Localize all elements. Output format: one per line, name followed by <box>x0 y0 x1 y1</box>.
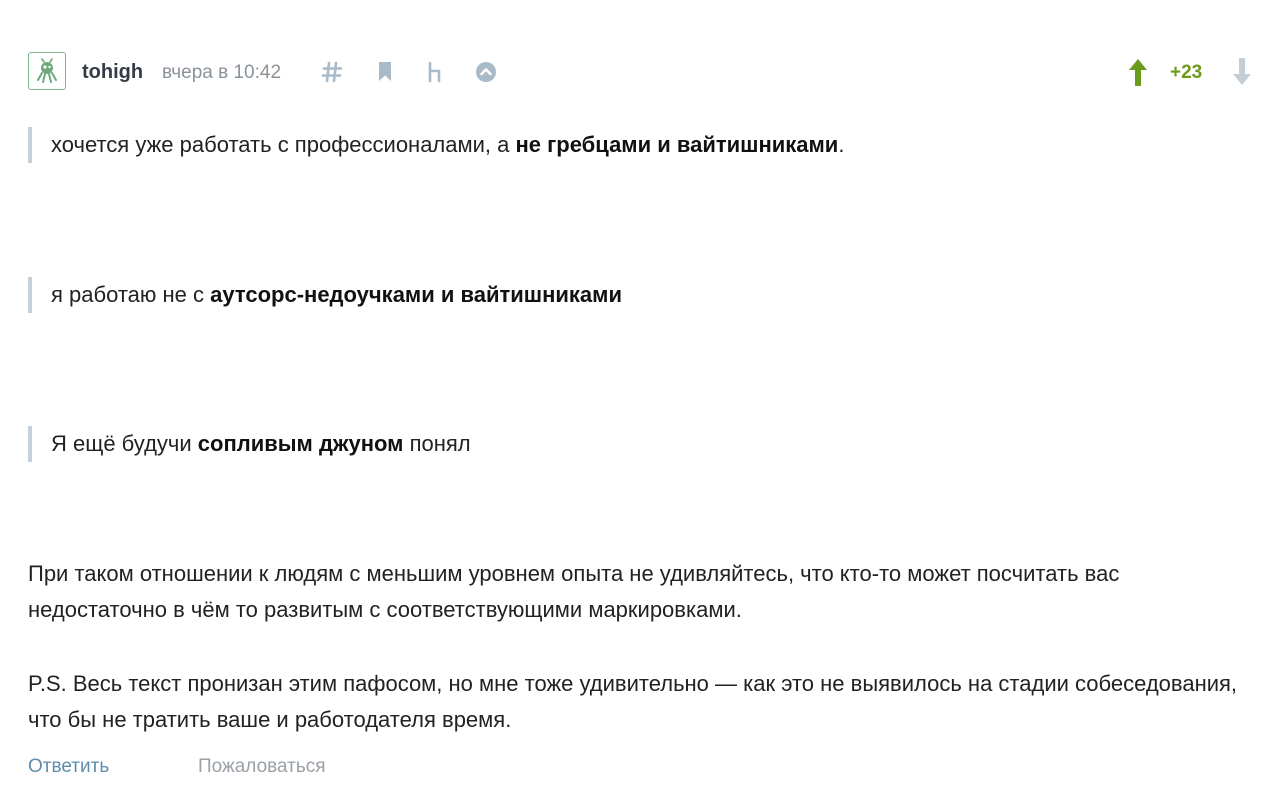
avatar[interactable] <box>28 52 66 90</box>
reply-button[interactable]: Ответить <box>28 756 110 777</box>
quote-text: Я ещё будучи <box>51 431 198 456</box>
comment-actions <box>28 756 628 784</box>
bookmark-icon[interactable] <box>373 60 397 84</box>
arrow-up-circle-icon[interactable] <box>474 60 498 84</box>
arrow-down-icon[interactable] <box>1230 56 1254 88</box>
parent-comment-icon[interactable] <box>423 60 447 84</box>
blockquote <box>28 426 471 462</box>
comment-timestamp[interactable]: вчера в 10:42 <box>162 62 282 83</box>
quote-bold-text: сопливым джуном <box>197 431 404 456</box>
comment-paragraph: P.S. Весь текст пронизан этим пафосом, но мне тоже удивительно — как это не выявилось на стадии собеседования, что бы не тратить ваше и работодателя время. <box>28 671 1238 732</box>
blockquote <box>28 277 622 313</box>
quote-text-after: понял <box>403 431 471 456</box>
blockquote <box>28 127 844 163</box>
quote-text: хочется уже работать с профессионалами, а <box>51 132 516 157</box>
report-button[interactable]: Пожаловаться <box>198 756 326 777</box>
quote-bold-text: не гребцами и вайтишниками <box>515 132 839 157</box>
quote-text: я работаю не с <box>51 282 211 307</box>
comment-header <box>28 52 1254 92</box>
quote-bold-text: аутсорс-недоучками и вайтишниками <box>210 282 622 307</box>
comment-score: +23 <box>1170 62 1203 83</box>
arrow-up-icon[interactable] <box>1126 56 1150 88</box>
robot-avatar-icon <box>32 56 62 86</box>
hash-icon[interactable] <box>320 60 344 84</box>
username[interactable]: tohigh <box>82 61 144 83</box>
comment-paragraph: При таком отношении к людям с меньшим уровнем опыта не удивляйтесь, что кто-то может посчитать вас недостаточно в чём то развитым с соответствующими маркировками. <box>28 561 1120 622</box>
quote-text-after: . <box>838 132 845 157</box>
